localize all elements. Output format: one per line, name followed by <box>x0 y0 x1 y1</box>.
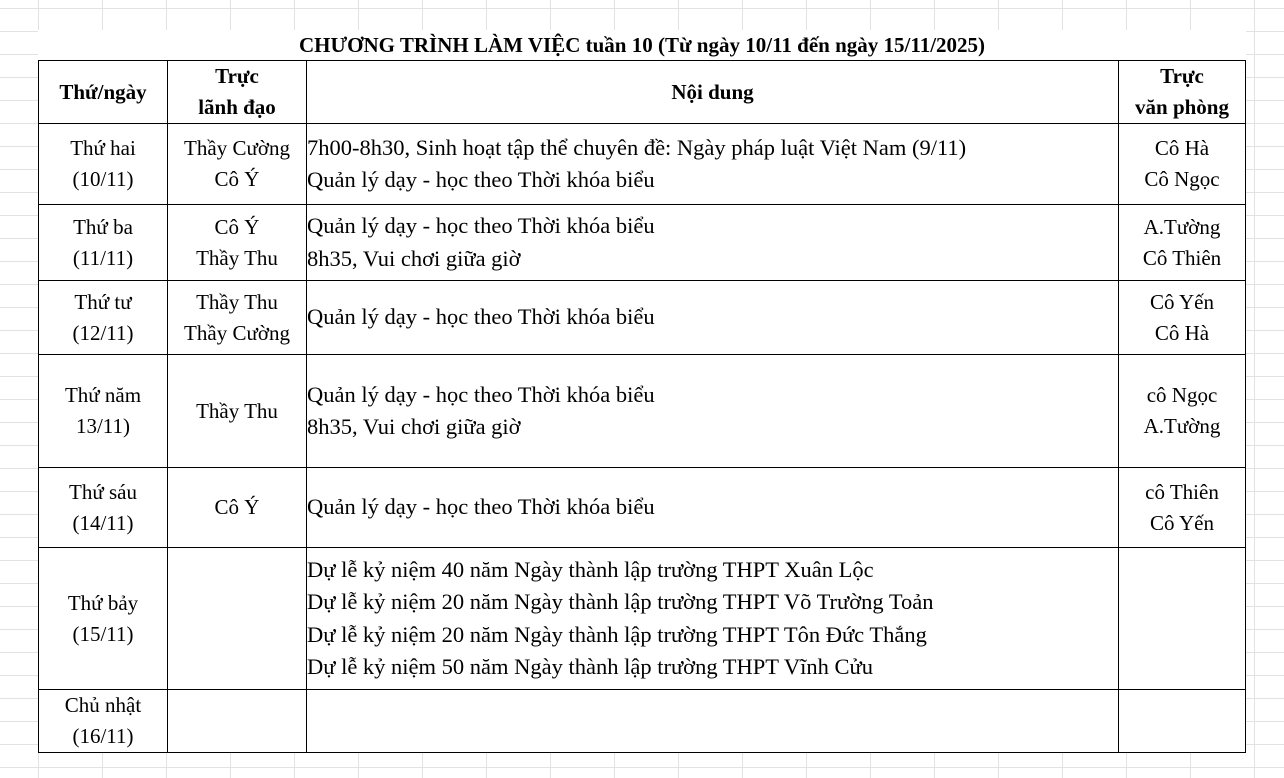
table-row <box>39 124 1246 205</box>
header-row <box>39 61 1246 124</box>
day-cell: Thứ ba (11/11) <box>39 205 168 281</box>
office-cell: cô Ngọc A.Tường <box>1119 355 1246 468</box>
office-cell <box>1119 548 1246 690</box>
content-cell: Quản lý dạy - học theo Thời khóa biểu 8h35, Vui chơi giữa giờ <box>307 205 1119 281</box>
day-cell: Thứ tư (12/11) <box>39 281 168 355</box>
table-row <box>39 205 1246 281</box>
office-cell: Cô Yến Cô Hà <box>1119 281 1246 355</box>
content-cell: 7h00-8h30, Sinh hoạt tập thể chuyên đề: Ngày pháp luật Việt Nam (9/11) Quản lý dạy - học theo Thời khóa biểu <box>307 124 1119 205</box>
leader-cell: Thầy Thu Thầy Cường <box>168 281 307 355</box>
header-day: Thứ/ngày <box>39 61 168 124</box>
office-cell: cô Thiên Cô Yến <box>1119 468 1246 548</box>
office-cell <box>1119 690 1246 753</box>
day-cell: Thứ sáu (14/11) <box>39 468 168 548</box>
office-cell: A.Tường Cô Thiên <box>1119 205 1246 281</box>
table-row <box>39 548 1246 690</box>
day-cell: Thứ hai (10/11) <box>39 124 168 205</box>
content-cell: Quản lý dạy - học theo Thời khóa biểu <box>307 281 1119 355</box>
header-leader-duty: Trực lãnh đạo <box>168 61 307 124</box>
content-cell: Quản lý dạy - học theo Thời khóa biểu 8h35, Vui chơi giữa giờ <box>307 355 1119 468</box>
header-office-duty: Trực văn phòng <box>1119 61 1246 124</box>
table-row <box>39 690 1246 753</box>
table-row <box>39 355 1246 468</box>
leader-cell <box>168 548 307 690</box>
office-cell: Cô Hà Cô Ngọc <box>1119 124 1246 205</box>
leader-cell <box>168 690 307 753</box>
day-cell: Thứ năm 13/11) <box>39 355 168 468</box>
schedule-table <box>38 60 1246 753</box>
schedule-title: CHƯƠNG TRÌNH LÀM VIỆC tuần 10 (Từ ngày 10/11 đến ngày 15/11/2025) <box>38 30 1246 60</box>
leader-cell: Thầy Thu <box>168 355 307 468</box>
table-row <box>39 468 1246 548</box>
content-cell: Dự lễ kỷ niệm 40 năm Ngày thành lập trường THPT Xuân Lộc Dự lễ kỷ niệm 20 năm Ngày thành lập trường THPT Võ Trường Toản Dự lễ kỷ niệm 20 năm Ngày thành lập trường THPT Tôn Đức Thắng Dự lễ kỷ niệm 50 năm Ngày thành lập trường THPT Vĩnh Cửu <box>307 548 1119 690</box>
content-cell: Quản lý dạy - học theo Thời khóa biểu <box>307 468 1119 548</box>
leader-cell: Thầy Cường Cô Ý <box>168 124 307 205</box>
table-row <box>39 281 1246 355</box>
leader-cell: Cô Ý Thầy Thu <box>168 205 307 281</box>
day-cell: Chủ nhật (16/11) <box>39 690 168 753</box>
header-content: Nội dung <box>307 61 1119 124</box>
content-cell <box>307 690 1119 753</box>
leader-cell: Cô Ý <box>168 468 307 548</box>
day-cell: Thứ bảy (15/11) <box>39 548 168 690</box>
